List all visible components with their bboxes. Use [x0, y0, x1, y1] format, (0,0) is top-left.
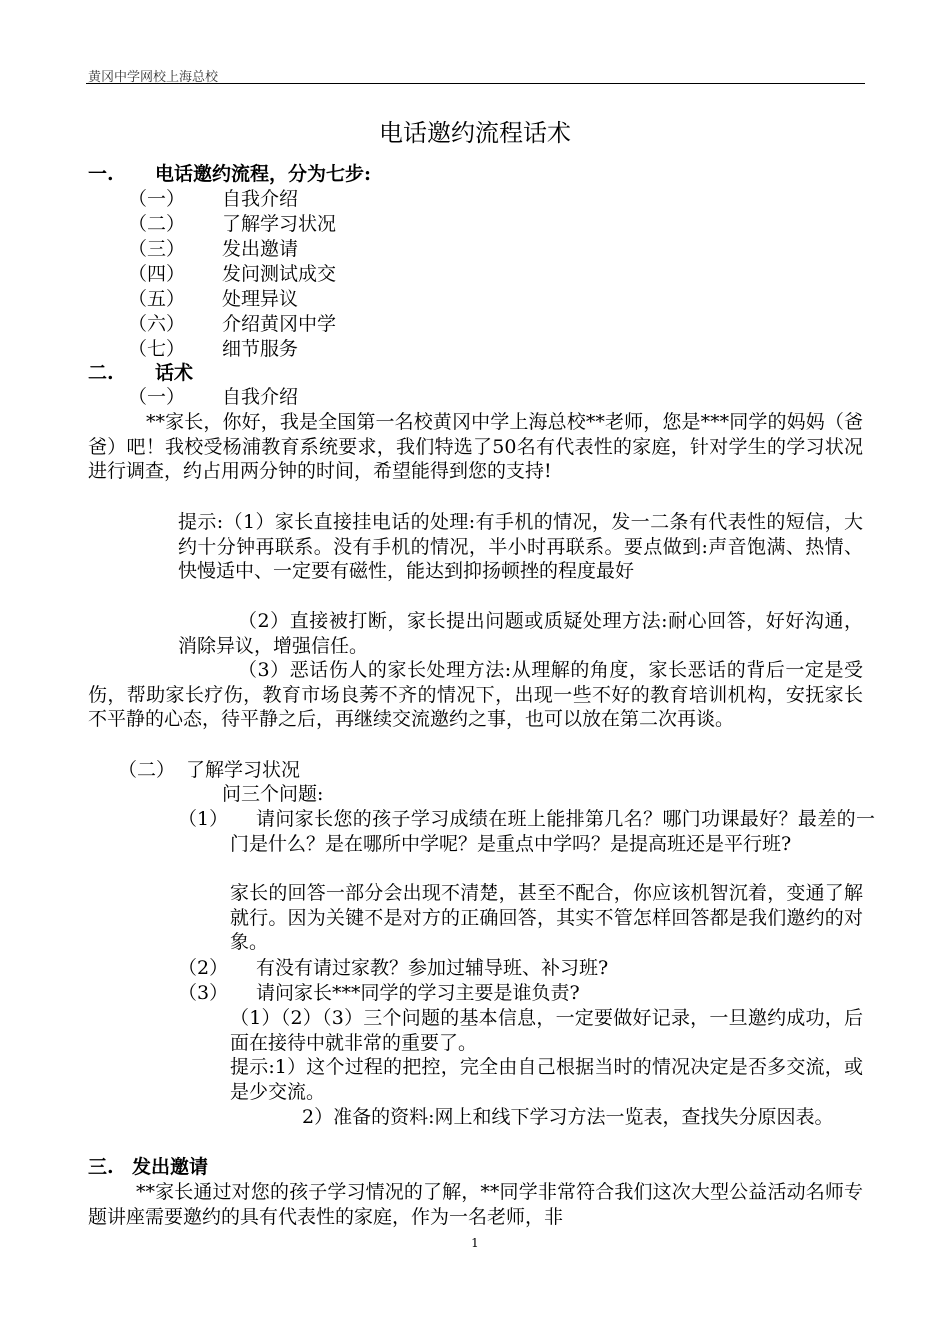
step-number: （四） [128, 263, 186, 285]
question-note: 家长的回答一部分会出现不清楚，甚至不配合，你应该机智沉着，变通了解就行。因为关键不是对方的正确回答，其实不管怎样回答都是我们邀约的对象。 [230, 882, 863, 954]
step-text: 处理异议 [222, 288, 299, 310]
tip-paragraph: 提示:（1）家长直接挂电话的处理:有手机的情况，发一二条有代表性的短信，大约十分钟再联系。没有手机的情况，半小时再联系。要点做到:声音饱满、热情、快慢适中、一定要有磁性，能达到抑扬顿挫的程度最好 [178, 511, 863, 583]
header-divider [86, 83, 865, 84]
subsection-title: 自我介绍 [222, 386, 299, 408]
question-text: 请问家长***同学的学习主要是谁负责? [256, 982, 580, 1004]
page-header: 黄冈中学网校上海总校 [88, 70, 219, 85]
step-number: （六） [128, 313, 186, 335]
section2-heading: 话术 [155, 362, 194, 384]
question-number: （1） [178, 808, 229, 830]
step-text: 发问测试成交 [222, 263, 337, 285]
step-text: 发出邀请 [222, 238, 299, 260]
subsection-title: 了解学习状况 [186, 759, 301, 781]
step-number: （二） [128, 213, 186, 235]
step-number: （五） [128, 288, 186, 310]
self-intro-script: **家长，你好，我是全国第一名校黄冈中学上海总校**老师，您是***同学的妈妈（爸爸）吧！我校受杨浦教育系统要求，我们特选了50名有代表性的家庭，针对学生的学习状况进行调查，约占用两分钟的时间，希望能得到您的支持! [88, 411, 863, 483]
step-text: 介绍黄冈中学 [222, 313, 337, 335]
question-number: （2） [178, 957, 229, 979]
step-number: （三） [128, 238, 186, 260]
tip-paragraph: 2）准备的资料:网上和线下学习方法一览表，查找失分原因表。 [302, 1106, 834, 1128]
section3-heading: 发出邀请 [132, 1156, 209, 1178]
section1-number: 一. [88, 163, 114, 185]
document-title: 电话邀约流程话术 [379, 119, 571, 147]
page-number: 1 [471, 1236, 479, 1250]
record-note: （1）（2）（3）三个问题的基本信息，一定要做好记录，一旦邀约成功，后面在接待中就非常的重要了。 [230, 1007, 863, 1054]
question-text: 请问家长您的孩子学习成绩在班上能排第几名？哪门功课最好？最差的一门是什么？是在哪所中学呢？是重点中学吗？是提高班还是平行班? [230, 808, 875, 855]
step-text: 细节服务 [222, 338, 299, 360]
tip-paragraph: （3）恶话伤人的家长处理方法:从理解的角度，家长恶话的背后一定是受伤，帮助家长疗伤，教育市场良莠不齐的情况下，出现一些不好的教育培训机构，安抚家长不平静的心态，待平静之后，再继续交流邀约之事，也可以放在第二次再谈。 [88, 659, 863, 731]
section2-number: 二. [88, 362, 114, 384]
tip-paragraph: （2）直接被打断，家长提出问题或质疑处理方法:耐心回答，好好沟通，消除异议，增强信任。 [178, 610, 863, 657]
subsection-number: （二） [118, 759, 176, 781]
invitation-script: **家长通过对您的孩子学习情况的了解，**同学非常符合我们这次大型公益活动名师专题讲座需要邀约的具有代表性的家庭，作为一名老师，非 [88, 1181, 863, 1228]
tip-paragraph: 提示:1）这个过程的把控，完全由自己根据当时的情况决定是否多交流，或是少交流。 [230, 1056, 863, 1103]
step-text: 自我介绍 [222, 188, 299, 210]
step-number: （七） [128, 338, 186, 360]
question-number: （3） [178, 982, 229, 1004]
question-text: 有没有请过家教？参加过辅导班、补习班? [256, 957, 609, 979]
section3-number: 三. [88, 1156, 114, 1178]
step-number: （一） [128, 188, 186, 210]
step-text: 了解学习状况 [222, 213, 337, 235]
section1-heading: 电话邀约流程，分为七步: [155, 163, 372, 185]
questions-intro: 问三个问题: [222, 783, 324, 805]
subsection-number: （一） [128, 386, 186, 408]
